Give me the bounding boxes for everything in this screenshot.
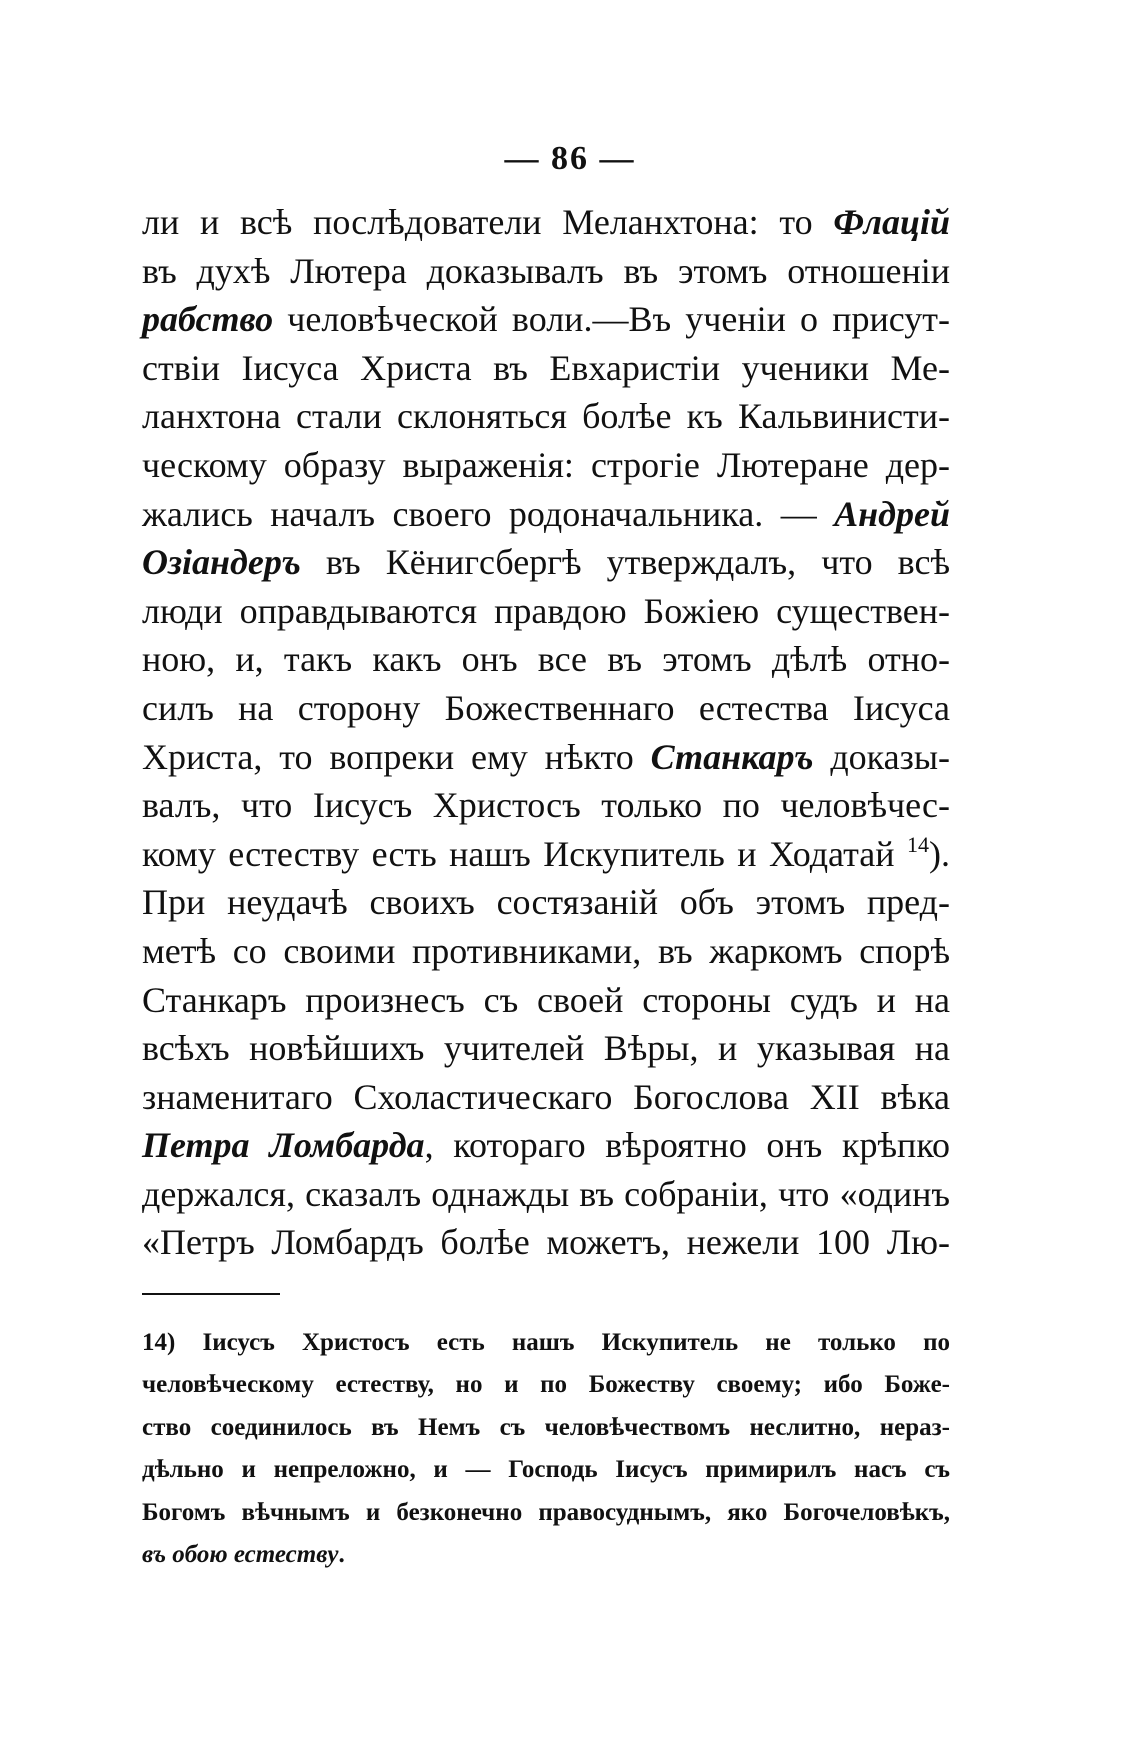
text-span: Станкаръ произнесъ съ своей стороны судъ и на — [142, 979, 950, 1020]
page-number: — 86 — — [504, 140, 636, 177]
footnote-line — [142, 1322, 950, 1364]
text-span: кому естеству есть нашъ Искупитель и Ходатай — [142, 833, 907, 874]
text-line — [142, 635, 950, 684]
footnote-reference: 14 — [907, 831, 929, 857]
text-span: ною, и, такъ какъ онъ все въ этомъ дѣлѣ отно- — [142, 639, 950, 680]
text-span: ). — [929, 833, 950, 874]
text-line — [142, 1024, 950, 1073]
text-line — [142, 490, 950, 539]
text-span: При неудачѣ своихъ состязаній объ этомъ пред- — [142, 882, 950, 923]
text-line — [142, 295, 950, 344]
text-line — [142, 198, 950, 247]
footnote-line — [142, 1492, 950, 1534]
text-span: . — [338, 1540, 345, 1568]
text-line — [142, 878, 950, 927]
text-line — [142, 1170, 950, 1219]
text-span: въ духѣ Лютера доказывалъ въ этомъ отношеніи — [142, 250, 950, 291]
text-span: ствіи Іисуса Христа въ Евхаристіи ученики Ме- — [142, 347, 950, 388]
text-span: ланхтона стали склоняться болѣе къ Кальвинисти- — [142, 396, 950, 437]
text-span: ческому образу выраженія: строгіе Лютеране дер- — [142, 444, 950, 485]
text-span: Богомъ вѣчнымъ и безконечно правосуднымъ, яко Богочеловѣкъ, — [142, 1498, 950, 1526]
footnote-line — [142, 1449, 950, 1491]
footnote-line — [142, 1407, 950, 1449]
italic-name: рабство — [142, 299, 274, 340]
text-span: «Петръ Ломбардъ болѣе можетъ, нежели 100 Лю- — [142, 1222, 950, 1263]
text-line — [142, 587, 950, 636]
text-span: доказы- — [813, 736, 951, 777]
text-line — [142, 684, 950, 733]
text-span: всѣхъ новѣйшихъ учителей Вѣры, и указывая на — [142, 1028, 950, 1069]
italic-name: въ обою естеству — [142, 1540, 339, 1568]
text-span: люди оправдываются правдою Божіею существен- — [142, 590, 950, 631]
text-span: дѣльно и непреложно, и — Господь Іисусъ примирилъ насъ съ — [142, 1456, 950, 1484]
text-span: человѣческому естеству, но и по Божеству своему; ибо Боже- — [142, 1371, 950, 1399]
text-line — [142, 1121, 950, 1170]
text-line — [142, 1073, 950, 1122]
text-line — [142, 830, 950, 879]
text-line — [142, 1218, 950, 1267]
text-line — [142, 733, 950, 782]
text-span: знаменитаго Схоластическаго Богослова XII вѣка — [142, 1076, 950, 1117]
text-line — [142, 976, 950, 1025]
text-line — [142, 344, 950, 393]
italic-name: Петра Ломбарда — [142, 1125, 425, 1166]
text-line — [142, 392, 950, 441]
text-span: ли и всѣ послѣдователи Меланхтона: то — [142, 202, 834, 242]
text-line — [142, 247, 950, 296]
footnote-line — [142, 1534, 950, 1576]
text-span: держался, сказалъ однажды въ собраніи, что «одинъ — [142, 1173, 950, 1214]
text-span: Христа, то вопреки ему нѣкто — [142, 736, 651, 777]
text-span: ство соединилось въ Немъ съ человѣчествомъ неслитно, нераз- — [142, 1413, 950, 1441]
text-span: силъ на сторону Божественнаго естества Іисуса — [142, 687, 950, 728]
text-span: 14) Іисусъ Христосъ есть нашъ Искупитель не только по — [142, 1329, 950, 1356]
text-line — [142, 538, 950, 587]
body-text — [142, 198, 950, 1267]
footnote — [142, 1322, 950, 1576]
text-span: въ Кёнигсбергѣ утверждалъ, что всѣ — [300, 542, 950, 583]
italic-name: Озіандеръ — [142, 542, 301, 583]
text-line — [142, 781, 950, 830]
italic-name: Андрей — [834, 493, 950, 534]
text-line — [142, 441, 950, 490]
text-line — [142, 927, 950, 976]
text-span: , котораго вѣроятно онъ крѣпко — [424, 1125, 950, 1166]
text-span: валъ, что Іисусъ Христосъ только по человѣчес- — [142, 785, 950, 826]
text-span: жались началъ своего родоначальника. — — [142, 493, 835, 534]
footnote-line — [142, 1364, 950, 1406]
italic-name: Станкаръ — [650, 736, 814, 777]
text-span: метѣ со своими противниками, въ жаркомъ спорѣ — [142, 930, 950, 971]
footnote-divider — [142, 1293, 280, 1295]
text-span: человѣческой воли.—Въ ученіи о присут- — [273, 299, 950, 340]
italic-name: Флацій — [833, 202, 950, 242]
